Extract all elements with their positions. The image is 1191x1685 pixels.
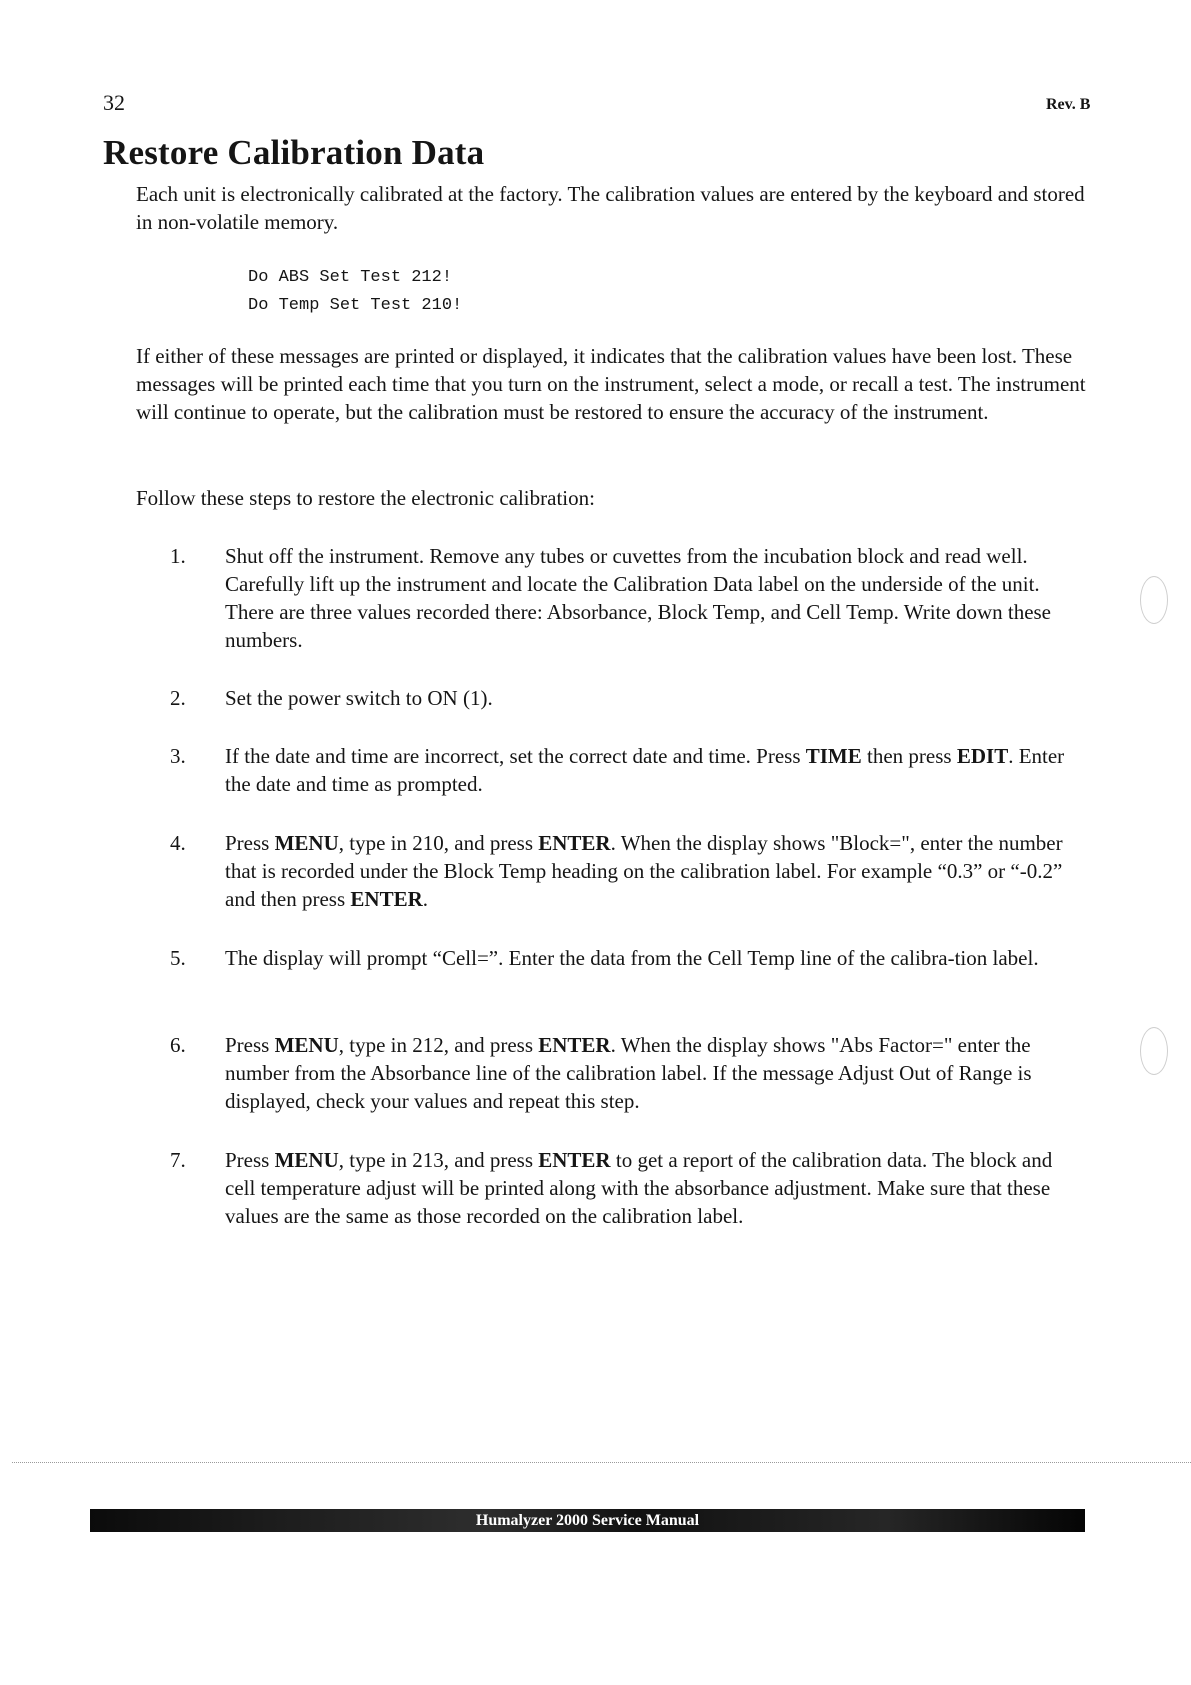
step-text-part: , type in 212, and press: [338, 1033, 539, 1057]
step-text: [225, 944, 1085, 972]
step-text-part: . When the display shows "Block=", enter the number that is recorded under the Block Temp heading on the calibration label. For example “0.3” or “-0.2” and then press: [225, 831, 1063, 911]
step-text: [225, 684, 1085, 712]
key-menu: MENU: [274, 831, 339, 855]
step-number: 3.: [170, 744, 186, 768]
step-number: 7.: [170, 1148, 186, 1172]
step-text-part: The display will prompt “Cell=”. Enter the data from the Cell Temp line of the calibra-tion label.: [225, 946, 1039, 970]
step-text-part: Shut off the instrument. Remove any tubes or cuvettes from the incubation block and read well. Carefully lift up the instrument and locate the Calibration Data label on the underside of the unit. There are three values recorded there: Absorbance, Block Temp, and Cell Temp. Write down these numbers.: [225, 544, 1052, 652]
key-edit: EDIT: [956, 744, 1009, 768]
step-number: 1.: [170, 544, 186, 568]
step-text-part: , type in 213, and press: [338, 1148, 539, 1172]
footer-divider: [12, 1462, 1191, 1463]
key-enter: ENTER: [538, 831, 611, 855]
step-text-part: If the date and time are incorrect, set the correct date and time. Press: [225, 744, 806, 768]
binder-hole-mark: [1140, 576, 1168, 624]
step-text: [225, 742, 1085, 798]
footer-bar: [90, 1509, 1085, 1532]
step-text: [225, 1031, 1085, 1115]
step-text-part: . When the display shows "Abs Factor=" enter the number from the Absorbance line of the calibration label. If the message Adjust Out of Range is displayed, check your values and repeat this step.: [225, 1033, 1032, 1113]
key-enter: ENTER: [538, 1148, 611, 1172]
step-text: [225, 829, 1085, 913]
page-number: 32: [103, 90, 125, 115]
step-text: [225, 542, 1085, 654]
warning-paragraph: If either of these messages are printed or displayed, it indicates that the calibration values have been lost. These messages will be printed each time that you turn on the instrument, select a mode, or recall a test. The instrument will continue to operate, but the calibration must be restored to ensure the accuracy of the instrument.: [136, 344, 1086, 424]
step-text-part: then press: [861, 744, 957, 768]
step-number: 2.: [170, 686, 186, 710]
step-text-part: Press: [225, 1148, 275, 1172]
step-text-part: , type in 210, and press: [338, 831, 539, 855]
intro-paragraph: Each unit is electronically calibrated at the factory. The calibration values are entered by the keyboard and stored in non-volatile memory.: [136, 182, 1085, 234]
error-message-temp: Do Temp Set Test 210!: [248, 296, 463, 315]
step-number: 5.: [170, 946, 186, 970]
error-message-abs: Do ABS Set Test 212!: [248, 268, 453, 287]
step-text: [225, 1146, 1085, 1230]
steps-intro: Follow these steps to restore the electronic calibration:: [136, 486, 595, 510]
key-menu: MENU: [274, 1148, 339, 1172]
key-enter: ENTER: [538, 1033, 611, 1057]
key-time: TIME: [805, 744, 862, 768]
step-number: 4.: [170, 831, 186, 855]
key-menu: MENU: [274, 1033, 339, 1057]
step-text-part: .: [422, 887, 428, 911]
section-title: Restore Calibration Data: [103, 133, 485, 172]
step-text-part: to get a report of the calibration data. The block and cell temperature adjust will be printed along with the absorbance adjustment. Make sure that these values are the same as those recorded on the calibration label.: [225, 1148, 1053, 1228]
step-text-part: Set the power switch to ON (1).: [225, 686, 493, 710]
key-enter: ENTER: [350, 887, 423, 911]
footer-title: Humalyzer 2000 Service Manual: [475, 1512, 700, 1529]
step-text-part: Press: [225, 1033, 275, 1057]
binder-hole-mark: [1140, 1027, 1168, 1075]
step-text-part: Press: [225, 831, 275, 855]
revision-label: Rev. B: [1046, 96, 1091, 113]
step-number: 6.: [170, 1033, 186, 1057]
step-text-part: . Enter the date and time as prompted.: [225, 744, 1065, 796]
